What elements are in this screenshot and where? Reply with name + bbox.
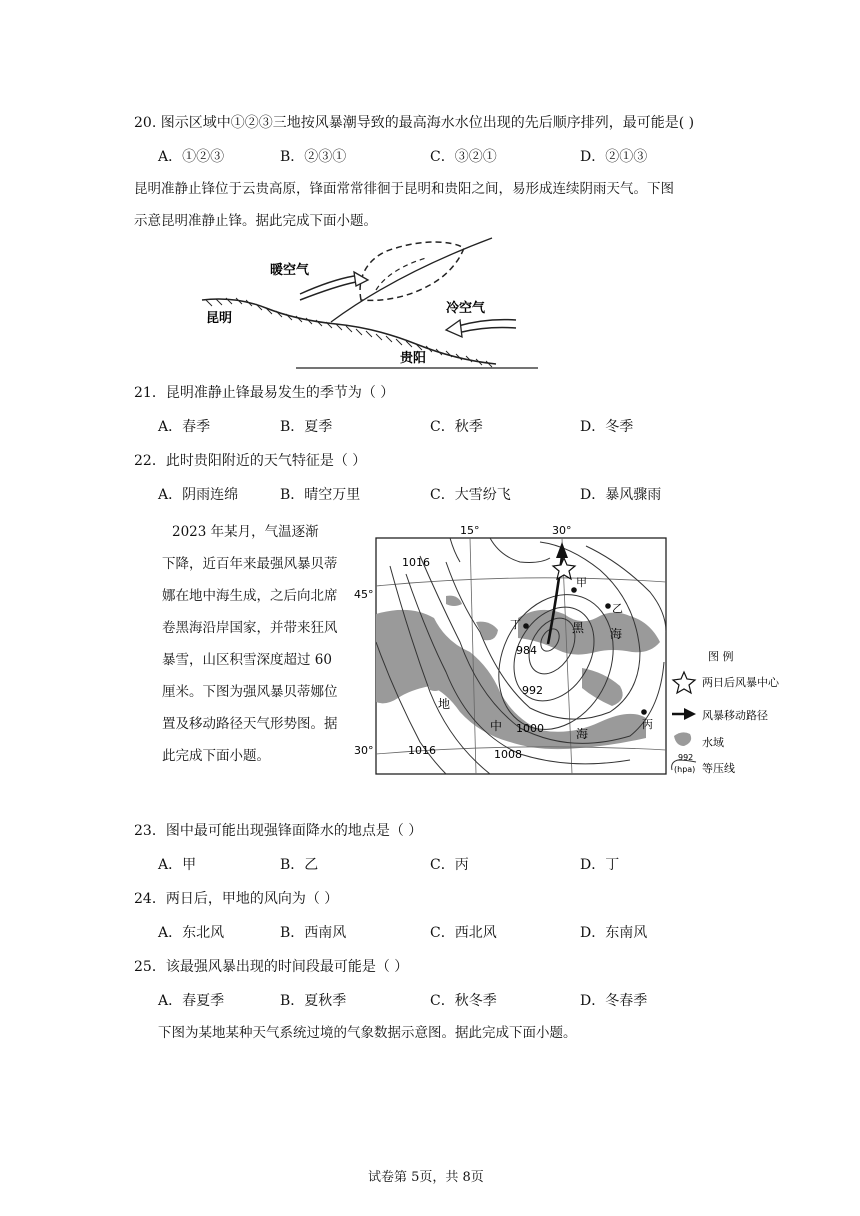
storm-intro — [162, 516, 354, 772]
question-23-options — [158, 854, 718, 874]
q20-option-a[interactable]: A．①②③ — [158, 149, 225, 165]
q22-option-b[interactable]: B．晴空万里 — [280, 487, 361, 503]
legend-isobar-value: 992 — [678, 753, 694, 762]
black-sea-label-1: 黑 — [572, 621, 585, 635]
question-21-stem: 21．昆明准静止锋最易发生的季节为（ ） — [134, 385, 395, 401]
place-yi-label: 乙 — [612, 602, 623, 615]
place-jia-label: 甲 — [576, 576, 587, 589]
page-footer: 试卷第 5页，共 8页 — [368, 1170, 484, 1185]
q24-option-c[interactable]: C．西北风 — [430, 925, 497, 941]
isobar-984-label: 984 — [516, 644, 537, 657]
front-intro-line-1: 昆明准静止锋位于云贵高原，锋面常常徘徊于昆明和贵阳之间，易形成连续阴雨天气。下图 — [134, 181, 674, 197]
q23-option-c[interactable]: C．丙 — [430, 857, 469, 873]
warm-air-label: 暖空气 — [270, 263, 310, 278]
q25-option-c[interactable]: C．秋冬季 — [430, 993, 497, 1009]
q23-option-a[interactable]: A．甲 — [158, 857, 197, 873]
storm-weather-map — [350, 522, 790, 782]
q23-option-d[interactable]: D．丁 — [580, 857, 620, 873]
storm-intro-line: 下降，近百年来最强风暴贝蒂 — [162, 556, 338, 572]
question-22-stem: 22．此时贵阳附近的天气特征是（ ） — [134, 453, 367, 469]
kunming-label: 昆明 — [206, 311, 233, 326]
storm-intro-line: 2023 年某月，气温逐渐 — [172, 524, 319, 540]
longitude-15-label: 15° — [460, 524, 480, 537]
legend-isobar-label: 等压线 — [702, 762, 735, 775]
q23-option-b[interactable]: B．乙 — [280, 857, 319, 873]
black-sea-label-2: 海 — [610, 627, 623, 641]
guiyang-label: 贵阳 — [400, 351, 427, 366]
longitude-30-label: 30° — [552, 524, 572, 537]
q20-option-d[interactable]: D．②①③ — [580, 149, 648, 165]
isobar-1016-top-label: 1016 — [402, 556, 430, 569]
question-25-stem: 25．该最强风暴出现的时间段最可能是（ ） — [134, 959, 409, 975]
q25-option-a[interactable]: A．春夏季 — [158, 993, 225, 1009]
q22-option-d[interactable]: D．暴风骤雨 — [580, 487, 662, 503]
q25-option-d[interactable]: D．冬春季 — [580, 993, 648, 1009]
legend-title: 图 例 — [708, 650, 734, 663]
question-25-options — [158, 990, 718, 1010]
cold-air-label: 冷空气 — [446, 301, 486, 316]
place-ding-label: 丁 — [510, 618, 521, 631]
legend-isobar-unit: (hpa) — [674, 765, 696, 774]
legend-arrow-label: 风暴移动路径 — [702, 709, 768, 722]
storm-intro-line: 此完成下面小题。 — [162, 748, 270, 764]
q20-option-b[interactable]: B．②③① — [280, 149, 347, 165]
q21-option-c[interactable]: C．秋季 — [430, 419, 483, 435]
question-20-options — [158, 146, 718, 166]
latitude-45-label: 45° — [354, 588, 374, 601]
q21-option-b[interactable]: B．夏季 — [280, 419, 333, 435]
isobar-1000-label: 1000 — [516, 722, 544, 735]
q24-option-b[interactable]: B．西南风 — [280, 925, 347, 941]
med-sea-label-2: 中 — [490, 719, 503, 733]
isobar-992-label: 992 — [522, 684, 543, 697]
q21-option-d[interactable]: D．冬季 — [580, 419, 634, 435]
question-21-options — [158, 416, 718, 436]
q21-option-a[interactable]: A．春季 — [158, 419, 211, 435]
front-diagram — [196, 234, 546, 374]
question-24-options — [158, 922, 718, 942]
q22-option-a[interactable]: A．阴雨连绵 — [158, 487, 239, 503]
q22-option-c[interactable]: C．大雪纷飞 — [430, 487, 511, 503]
legend-star-label: 两日后风暴中心 — [702, 676, 779, 689]
question-20-stem: 20. 图示区域中①②③三地按风暴潮导致的最高海水水位出现的先后顺序排列，最可能是( ) — [134, 115, 695, 131]
latitude-30-label: 30° — [354, 744, 374, 757]
question-23-stem: 23．图中最可能出现强锋面降水的地点是（ ） — [134, 823, 423, 839]
next-section-intro: 下图为某地某种天气系统过境的气象数据示意图。据此完成下面小题。 — [158, 1025, 577, 1041]
isobar-1016-bottom-label: 1016 — [408, 744, 436, 757]
legend-water-label: 水域 — [702, 736, 724, 749]
q20-option-c[interactable]: C．③②① — [430, 149, 497, 165]
q24-option-d[interactable]: D．东南风 — [580, 925, 648, 941]
arrow-right-icon — [684, 708, 696, 720]
storm-intro-line: 卷黑海沿岸国家，并带来狂风 — [162, 620, 338, 636]
water-swatch-icon — [674, 732, 691, 746]
question-24-stem: 24．两日后，甲地的风向为（ ） — [134, 891, 339, 907]
q25-option-b[interactable]: B．夏秋季 — [280, 993, 347, 1009]
place-bing-label: 丙 — [642, 718, 653, 731]
storm-intro-line: 暴雪，山区积雪深度超过 60 — [162, 652, 332, 668]
star-icon — [673, 672, 695, 693]
storm-intro-line: 娜在地中海生成，之后向北席 — [162, 588, 338, 604]
storm-intro-line: 置及移动路径天气形势图。据 — [162, 716, 338, 732]
isobar-1008-label: 1008 — [494, 748, 522, 761]
front-intro-line-2: 示意昆明准静止锋。据此完成下面小题。 — [134, 213, 377, 229]
med-sea-label-3: 海 — [576, 727, 589, 741]
storm-intro-line: 厘米。下图为强风暴贝蒂娜位 — [162, 684, 338, 700]
q24-option-a[interactable]: A．东北风 — [158, 925, 225, 941]
med-sea-label-1: 地 — [438, 697, 451, 711]
question-22-options — [158, 484, 718, 504]
